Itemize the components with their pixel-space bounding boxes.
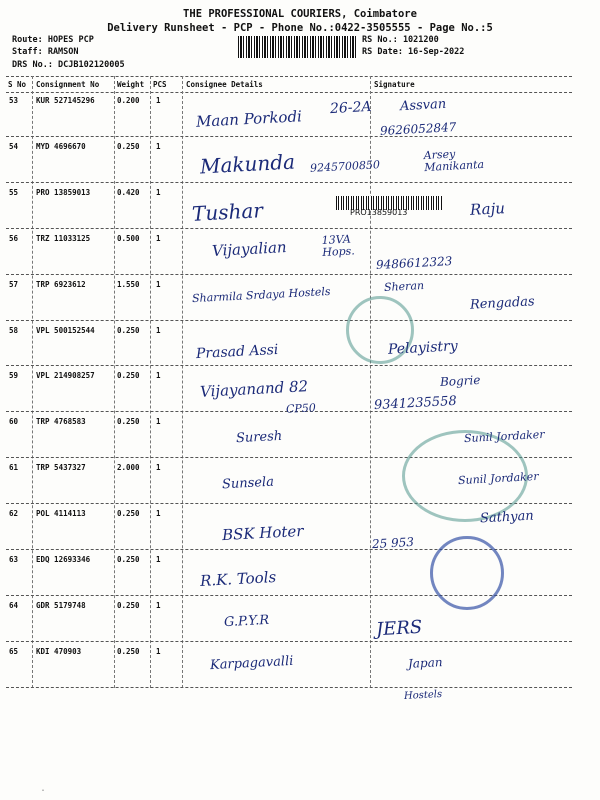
row-cons: TRZ 11033125 <box>36 233 91 243</box>
row-sno: 53 <box>9 96 19 105</box>
row-sno: 55 <box>9 187 19 197</box>
row-sno: 57 <box>9 279 19 289</box>
row-pcs: 1 <box>156 325 161 335</box>
hand-name: G.P.Y.R <box>223 612 270 631</box>
row-weight: 0.250 <box>117 555 140 564</box>
hand-room: 26-2A <box>329 98 372 118</box>
row-weight: 0.420 <box>117 187 140 197</box>
row-sno: 61 <box>9 463 19 473</box>
col-pcs: PCS <box>153 80 167 89</box>
row-sno: 63 <box>9 555 19 564</box>
hand-name: Sunsela <box>221 474 275 493</box>
runsheet-title: Delivery Runsheet - PCP - Phone No.:0422-3505555 - Page No.:5 <box>107 22 493 34</box>
row-sno: 59 <box>9 371 19 381</box>
row-sno: 64 <box>9 600 19 610</box>
row-weight: 0.250 <box>117 600 140 610</box>
row-weight: 0.200 <box>117 96 140 105</box>
row-sno: 65 <box>9 646 19 656</box>
row-pcs: 1 <box>156 141 161 151</box>
company-title: THE PROFESSIONAL COURIERS, Coimbatore <box>183 8 417 20</box>
row-cons: VPL 214908257 <box>36 371 95 381</box>
hand-name: Karpagavalli <box>209 653 294 674</box>
hand-name: Vijayanand 82 <box>199 377 309 401</box>
row-weight: 0.250 <box>117 371 140 381</box>
row-pcs: 1 <box>156 187 161 197</box>
row-cons: KDI 470903 <box>36 646 82 656</box>
row-cons: EDQ 12693346 <box>36 555 91 564</box>
row-pcs: 1 <box>156 371 161 381</box>
table-header-rule <box>6 92 572 93</box>
row-rule <box>6 687 572 688</box>
runsheet-barcode <box>238 36 358 58</box>
hand-signature: Sheran <box>383 278 425 295</box>
drs-label: DRS No.: DCJB102120005 <box>12 60 125 70</box>
hand-signature: Sunil Jordaker <box>457 469 539 488</box>
row-cons: MYD 4696670 <box>36 141 86 151</box>
row-pcs: 1 <box>156 417 161 427</box>
row-cons: PRO 13859013 <box>36 187 91 197</box>
rk-stamp <box>430 536 504 610</box>
hand-signature: Assvan <box>399 96 447 115</box>
row-cons: GDR 5179748 <box>36 600 86 610</box>
row-rule <box>6 182 572 183</box>
row-cons: TRP 5437327 <box>36 463 86 473</box>
row-pcs: 1 <box>156 279 161 289</box>
row-cons: TRP 4768583 <box>36 417 86 427</box>
hand-signature: JERS <box>375 616 423 641</box>
row-pcs: 1 <box>156 509 161 519</box>
row-sno: 56 <box>9 233 19 243</box>
col-sno: S No <box>8 80 27 89</box>
hand-signature: Raju <box>469 199 506 219</box>
page-footer-marks: . <box>40 783 47 794</box>
rs-date: RS Date: 16-Sep-2022 <box>362 47 465 57</box>
row-cons: TRP 6923612 <box>36 279 86 289</box>
row-rule <box>6 320 572 321</box>
hand-signature: Hostels <box>403 689 443 702</box>
hand-name: Maan Porkodi <box>195 107 303 131</box>
row-rule <box>6 641 572 642</box>
row-pcs: 1 <box>156 646 161 656</box>
hand-name: Suresh <box>235 428 283 447</box>
row-weight: 2.000 <box>117 463 140 473</box>
row-rule <box>6 365 572 366</box>
hand-phone: 9626052847 <box>379 120 457 138</box>
hand-phone: 9341235558 <box>373 393 458 414</box>
hand-signature: Pelayistry <box>387 338 459 358</box>
hand-signature: Rengadas <box>469 294 536 313</box>
hand-signature: Japan <box>407 655 443 671</box>
col-weight: Weight <box>117 80 145 89</box>
staff-label: Staff: RAMSON <box>12 47 79 57</box>
hand-name: Makunda <box>199 149 296 179</box>
hand-signature: Arsey Manikanta <box>423 147 485 175</box>
row-sno: 54 <box>9 141 19 151</box>
column-divider <box>114 76 115 688</box>
hand-room: 13VA Hops. <box>321 232 356 260</box>
row-rule <box>6 136 572 137</box>
hand-signature: Sathyan <box>479 508 535 527</box>
row-pcs: 1 <box>156 600 161 610</box>
row-sno: 60 <box>9 417 19 427</box>
hand-room: CP50 <box>285 401 317 416</box>
hand-phone: 25 953 <box>371 534 415 552</box>
col-consignment: Consignment No <box>36 80 100 89</box>
row-pcs: 1 <box>156 96 161 105</box>
col-consignee: Consignee Details <box>186 80 263 89</box>
hand-phone: 9245700850 <box>309 158 381 175</box>
hand-name: Sharmila Srdaya Hostels <box>191 284 331 306</box>
hand-name: Prasad Assi <box>195 341 279 363</box>
hand-name: Vijayalian <box>211 238 287 260</box>
col-signature: Signature <box>374 80 415 89</box>
hand-signature: Sunil Jordaker <box>463 427 545 446</box>
row-weight: 1.550 <box>117 279 140 289</box>
rs-number: RS No.: 1021200 <box>362 35 439 45</box>
hand-name: BSK Hoter <box>221 521 304 545</box>
row-rule <box>6 228 572 229</box>
row-rule <box>6 274 572 275</box>
row-weight: 0.250 <box>117 141 140 151</box>
row-weight: 0.250 <box>117 646 140 656</box>
sticker-barcode-label: PRO13859013 <box>350 208 408 217</box>
column-divider <box>182 76 183 688</box>
hand-phone: 9486612323 <box>375 254 453 272</box>
hand-signature: Bogrie <box>439 372 481 390</box>
column-divider <box>32 76 33 688</box>
row-sno: 62 <box>9 509 19 519</box>
route-label: Route: HOPES PCP <box>12 35 94 45</box>
row-cons: POL 4114113 <box>36 509 86 519</box>
row-weight: 0.250 <box>117 325 140 335</box>
table-top-rule <box>6 76 572 77</box>
row-pcs: 1 <box>156 233 161 243</box>
row-pcs: 1 <box>156 463 161 473</box>
row-weight: 0.250 <box>117 509 140 519</box>
row-cons: KUR 527145296 <box>36 96 95 105</box>
row-sno: 58 <box>9 325 19 335</box>
row-cons: VPL 500152544 <box>36 325 95 335</box>
row-weight: 0.500 <box>117 233 140 243</box>
hand-name: R.K. Tools <box>199 568 277 590</box>
hand-name: Tushar <box>191 198 264 226</box>
row-pcs: 1 <box>156 555 161 564</box>
row-weight: 0.250 <box>117 417 140 427</box>
column-divider <box>150 76 151 688</box>
